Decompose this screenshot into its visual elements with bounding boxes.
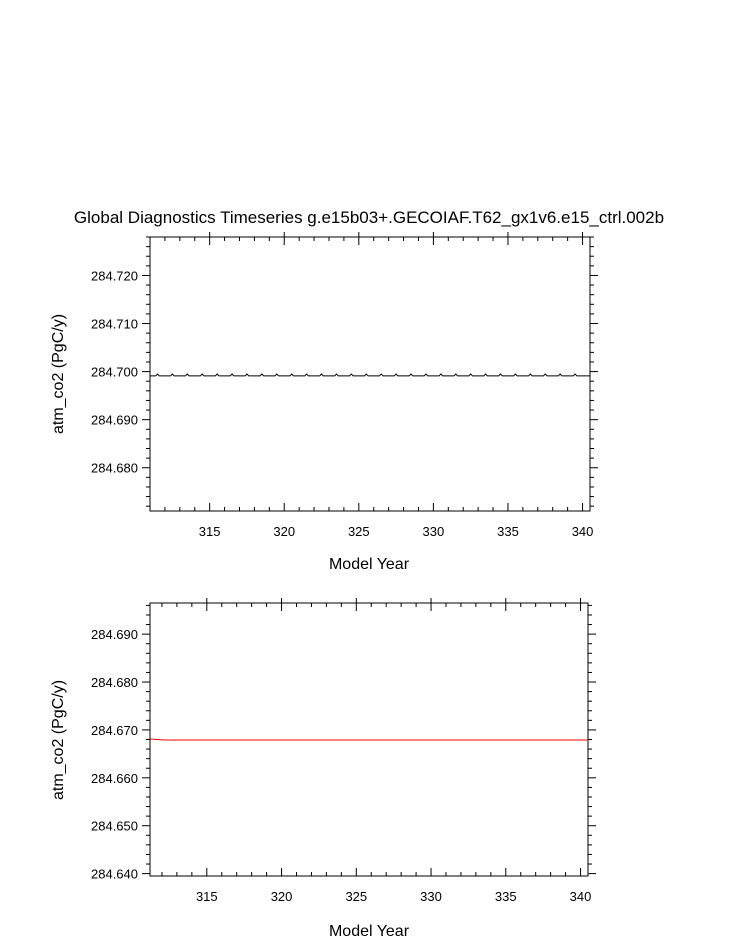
top-xtick-label: 340 bbox=[571, 524, 594, 539]
top-ytick-labels bbox=[91, 268, 138, 475]
bottom-ytick-label: 284.650 bbox=[91, 818, 138, 834]
chart-title: Global Diagnostics Timeseries g.e15b03+.GECOIAF.T62_gx1v6.e15_ctrl.002b bbox=[73, 208, 665, 227]
bottom-panel bbox=[50, 598, 596, 940]
top-ytick-label: 284.720 bbox=[91, 268, 138, 284]
top-ticks bbox=[142, 232, 598, 511]
bottom-ytick-label: 284.660 bbox=[91, 770, 138, 786]
bottom-ytick-label: 284.640 bbox=[91, 866, 138, 882]
top-xtick-label: 325 bbox=[347, 524, 370, 539]
top-panel bbox=[50, 232, 598, 573]
bottom-xtick-label: 335 bbox=[494, 889, 517, 904]
bottom-series-layer bbox=[150, 739, 588, 740]
bottom-xtick-label: 320 bbox=[270, 889, 293, 904]
top-xtick-labels bbox=[199, 524, 594, 539]
top-xtick-label: 320 bbox=[273, 524, 296, 539]
top-x-axis-label: Model Year bbox=[328, 556, 410, 573]
bottom-ytick-label: 284.670 bbox=[91, 722, 138, 738]
top-ytick-label: 284.710 bbox=[91, 316, 138, 332]
bottom-xtick-label: 325 bbox=[345, 889, 368, 904]
bottom-y-axis-label: atm_co2 (PgC/y) bbox=[50, 679, 67, 801]
top-plot-frame bbox=[150, 237, 590, 511]
bottom-xtick-labels bbox=[196, 889, 591, 904]
bottom-xtick-label: 340 bbox=[569, 889, 592, 904]
bottom-ytick-label: 284.690 bbox=[91, 627, 138, 643]
bottom-ytick-label: 284.680 bbox=[91, 675, 138, 691]
top-xtick-label: 335 bbox=[497, 524, 519, 539]
top-xtick-label: 315 bbox=[198, 524, 221, 539]
top-ytick-label: 284.690 bbox=[91, 412, 138, 428]
bottom-x-axis-label: Model Year bbox=[328, 923, 410, 940]
bottom-ytick-labels bbox=[91, 627, 138, 881]
top-y-axis-label: atm_co2 (PgC/y) bbox=[50, 313, 67, 435]
bottom-series-line bbox=[150, 739, 588, 740]
top-series-layer bbox=[150, 374, 590, 376]
bottom-xtick-label: 330 bbox=[420, 889, 442, 904]
top-xtick-label: 330 bbox=[422, 524, 445, 539]
top-ytick-label: 284.680 bbox=[91, 460, 138, 476]
bottom-xtick-label: 315 bbox=[195, 889, 218, 904]
top-series-line bbox=[150, 374, 590, 376]
bottom-ticks bbox=[142, 598, 596, 876]
top-ytick-label: 284.700 bbox=[91, 364, 138, 380]
